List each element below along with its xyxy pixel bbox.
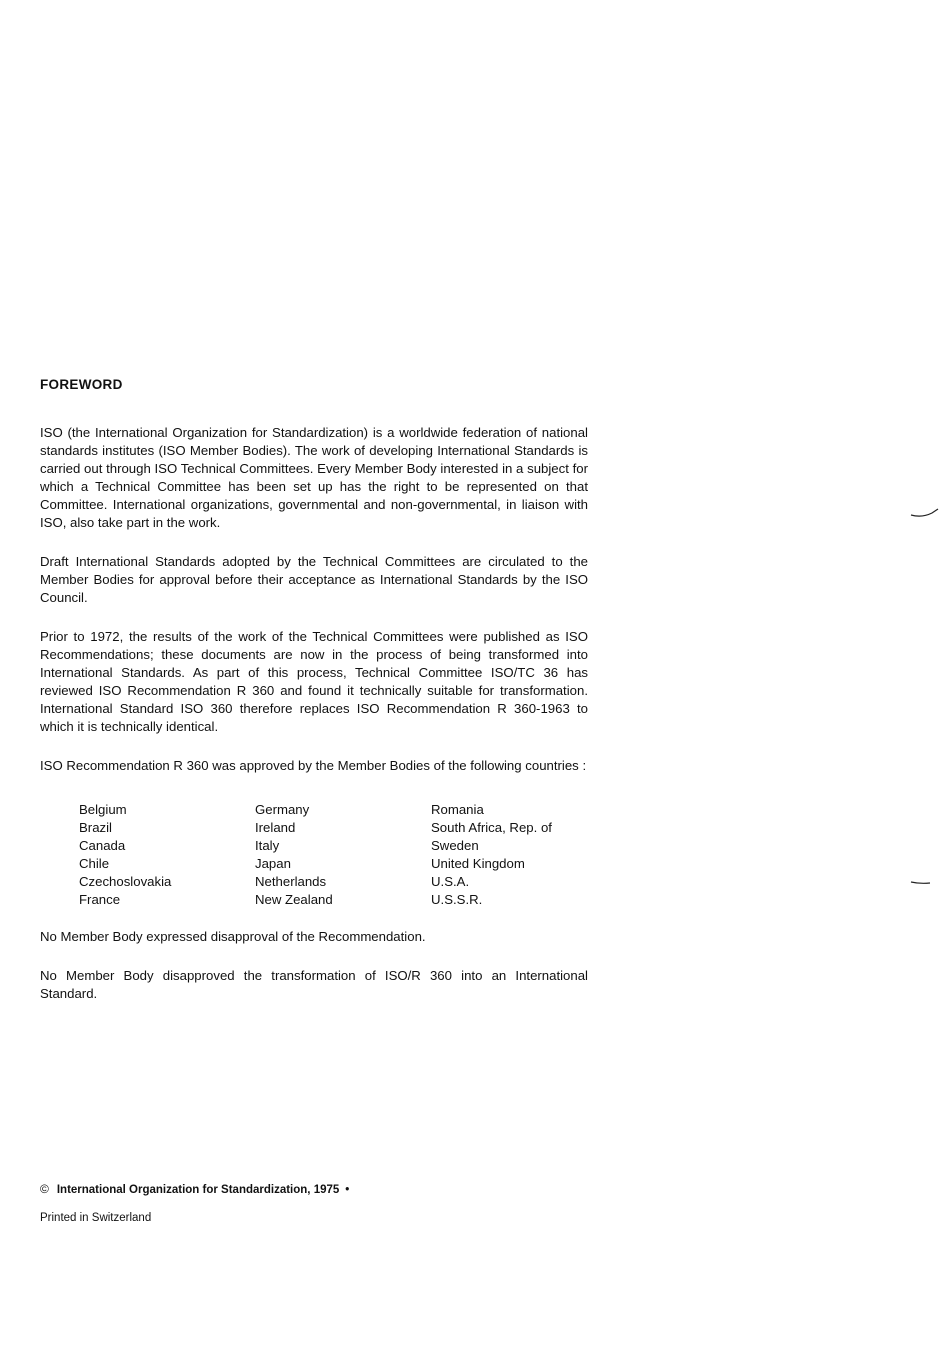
country-item: Brazil	[79, 820, 112, 835]
scan-mark-icon	[910, 505, 940, 519]
foreword-heading: FOREWORD	[40, 377, 123, 392]
country-item: Chile	[79, 856, 110, 871]
country-item: France	[79, 892, 121, 907]
bullet-icon: •	[345, 1184, 350, 1196]
printed-location: Printed in Switzerland	[40, 1212, 152, 1224]
paragraph-draft-standards: Draft International Standards adopted by the Technical Committees are circulated to the Member Bodies for approval before their acceptance as International Standards by the ISO Council.	[40, 554, 588, 605]
copyright-text: International Organization for Standardization, 1975	[56, 1184, 340, 1196]
country-item: South Africa, Rep. of	[431, 820, 552, 835]
country-item: Netherlands	[255, 874, 327, 889]
country-item: U.S.A.	[431, 874, 470, 889]
country-item: Canada	[79, 838, 126, 853]
country-item: Germany	[255, 802, 310, 817]
country-item: Romania	[431, 802, 484, 817]
country-item: Japan	[255, 856, 291, 871]
paragraph-approval: ISO Recommendation R 360 was approved by the Member Bodies of the following countries :	[40, 758, 587, 773]
country-item: United Kingdom	[431, 856, 525, 871]
country-item: Belgium	[79, 802, 127, 817]
country-item: Italy	[255, 838, 280, 853]
scan-mark-icon	[910, 872, 940, 886]
country-item: Czechoslovakia	[79, 874, 172, 889]
paragraph-no-disapproval-transformation: No Member Body disapproved the transformation of ISO/R 360 into an International Standard.	[40, 968, 588, 1001]
copyright-icon: ©	[40, 1182, 49, 1196]
paragraph-iso-intro: ISO (the International Organization for Standardization) is a worldwide federation of national standards institutes (ISO Member Bodies). The work of developing International Standards is carried out through ISO Technical Committees. Every Member Body interested in a subject for which a Technical Committee has been set up has the right to be represented on that Committee. International organizations, governmental and non-governmental, in liaison with ISO, also take part in the work.	[40, 425, 588, 530]
paragraph-no-disapproval: No Member Body expressed disapproval of the Recommendation.	[40, 929, 426, 944]
country-item: Ireland	[255, 820, 296, 835]
country-item: U.S.S.R.	[431, 892, 483, 907]
country-list	[79, 801, 599, 909]
paragraph-transformation: Prior to 1972, the results of the work of the Technical Committees were published as ISO Recommendations; these documents are now in the process of being transformed into International Standards. As part of this process, Technical Committee ISO/TC 36 has reviewed ISO Recommendation R 360 and found it technically suitable for transformation. International Standard ISO 360 therefore replaces ISO Recommendation R 360-1963 to which it is technically identical.	[40, 629, 588, 734]
copyright-notice	[40, 1182, 349, 1196]
country-item: New Zealand	[255, 892, 333, 907]
country-item: Sweden	[431, 838, 479, 853]
